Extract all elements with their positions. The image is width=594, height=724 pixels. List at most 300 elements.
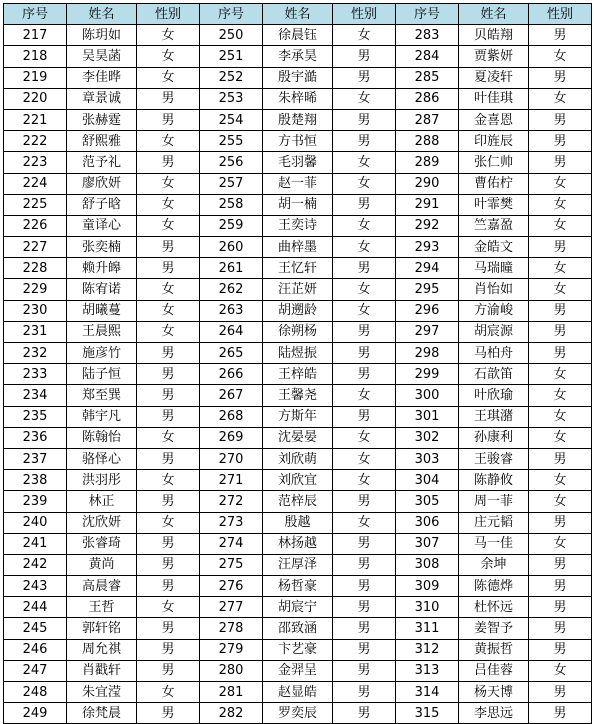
table-row (4, 639, 592, 660)
cell-name: 童译心 (67, 215, 137, 236)
cell-gender: 男 (529, 639, 592, 660)
cell-name: 陈德烨 (459, 576, 529, 597)
cell-name: 贝皓翔 (459, 25, 529, 46)
cell-number: 245 (4, 618, 67, 639)
cell-number: 221 (4, 109, 67, 130)
cell-number: 250 (200, 25, 263, 46)
table-row (4, 131, 592, 152)
cell-number: 238 (4, 470, 67, 491)
cell-name: 吕佳蓉 (459, 660, 529, 681)
cell-number: 279 (200, 639, 263, 660)
cell-gender: 女 (529, 279, 592, 300)
cell-number: 261 (200, 258, 263, 279)
cell-name: 郭轩铭 (67, 618, 137, 639)
cell-name: 李佳晔 (67, 67, 137, 88)
cell-gender: 女 (333, 512, 396, 533)
cell-gender: 男 (333, 639, 396, 660)
cell-name: 刘欣宜 (263, 470, 333, 491)
cell-gender: 女 (333, 215, 396, 236)
cell-gender: 男 (529, 703, 592, 724)
cell-number: 280 (200, 660, 263, 681)
cell-number: 237 (4, 448, 67, 469)
cell-number: 310 (396, 597, 459, 618)
cell-gender: 男 (529, 682, 592, 703)
header-row (4, 4, 592, 25)
cell-number: 263 (200, 300, 263, 321)
cell-gender: 男 (333, 491, 396, 512)
cell-name: 施彦竹 (67, 343, 137, 364)
cell-number: 247 (4, 660, 67, 681)
cell-gender: 男 (137, 385, 200, 406)
cell-name: 胡宸宁 (263, 597, 333, 618)
cell-number: 308 (396, 554, 459, 575)
cell-name: 胡宸源 (459, 321, 529, 342)
cell-gender: 女 (529, 470, 592, 491)
cell-number: 249 (4, 703, 67, 724)
cell-gender: 女 (529, 533, 592, 554)
cell-name: 方斯年 (263, 406, 333, 427)
cell-gender: 女 (333, 470, 396, 491)
cell-gender: 女 (333, 300, 396, 321)
header-name: 姓名 (67, 4, 137, 25)
cell-name: 吴昊菡 (67, 46, 137, 67)
cell-gender: 男 (137, 618, 200, 639)
cell-name: 王骏睿 (459, 448, 529, 469)
cell-gender: 男 (137, 448, 200, 469)
cell-number: 225 (4, 194, 67, 215)
cell-number: 293 (396, 237, 459, 258)
cell-gender: 男 (333, 660, 396, 681)
cell-gender: 女 (137, 682, 200, 703)
cell-name: 周允祺 (67, 639, 137, 660)
cell-number: 298 (396, 343, 459, 364)
cell-name: 胡一楠 (263, 194, 333, 215)
cell-number: 267 (200, 385, 263, 406)
cell-name: 余坤 (459, 554, 529, 575)
cell-number: 307 (396, 533, 459, 554)
cell-number: 262 (200, 279, 263, 300)
cell-number: 256 (200, 152, 263, 173)
cell-gender: 男 (529, 25, 592, 46)
table-row (4, 576, 592, 597)
cell-gender: 女 (137, 597, 200, 618)
cell-gender: 男 (333, 131, 396, 152)
cell-gender: 女 (333, 152, 396, 173)
cell-number: 291 (396, 194, 459, 215)
cell-number: 281 (200, 682, 263, 703)
cell-number: 240 (4, 512, 67, 533)
cell-number: 228 (4, 258, 67, 279)
cell-gender: 男 (137, 491, 200, 512)
table-row (4, 46, 592, 67)
cell-gender: 男 (333, 618, 396, 639)
cell-number: 234 (4, 385, 67, 406)
table-row (4, 448, 592, 469)
cell-gender: 女 (333, 385, 396, 406)
table-row (4, 194, 592, 215)
cell-gender: 男 (333, 406, 396, 427)
table-row (4, 300, 592, 321)
table-row (4, 173, 592, 194)
cell-name: 杜怀远 (459, 597, 529, 618)
cell-name: 夏凌轩 (459, 67, 529, 88)
header-name: 姓名 (263, 4, 333, 25)
cell-name: 徐晨钰 (263, 25, 333, 46)
cell-name: 殷楚翔 (263, 109, 333, 130)
cell-gender: 女 (529, 173, 592, 194)
cell-gender: 女 (333, 279, 396, 300)
cell-number: 274 (200, 533, 263, 554)
cell-number: 246 (4, 639, 67, 660)
cell-number: 282 (200, 703, 263, 724)
table-row (4, 533, 592, 554)
cell-gender: 女 (137, 215, 200, 236)
cell-gender: 男 (529, 512, 592, 533)
cell-name: 朱宜滢 (67, 682, 137, 703)
cell-number: 273 (200, 512, 263, 533)
table-row (4, 279, 592, 300)
table-row (4, 109, 592, 130)
cell-name: 金皓文 (459, 237, 529, 258)
cell-number: 224 (4, 173, 67, 194)
cell-gender: 男 (529, 109, 592, 130)
cell-number: 268 (200, 406, 263, 427)
cell-name: 马一佳 (459, 533, 529, 554)
cell-number: 218 (4, 46, 67, 67)
cell-name: 赖升皞 (67, 258, 137, 279)
cell-gender: 男 (137, 576, 200, 597)
cell-gender: 男 (333, 682, 396, 703)
cell-gender: 男 (529, 618, 592, 639)
cell-gender: 女 (333, 88, 396, 109)
cell-number: 223 (4, 152, 67, 173)
cell-name: 范梓辰 (263, 491, 333, 512)
cell-gender: 女 (137, 279, 200, 300)
cell-gender: 女 (137, 67, 200, 88)
cell-gender: 男 (333, 258, 396, 279)
cell-number: 302 (396, 427, 459, 448)
cell-number: 222 (4, 131, 67, 152)
cell-name: 竺嘉盈 (459, 215, 529, 236)
cell-name: 毛羽馨 (263, 152, 333, 173)
cell-number: 253 (200, 88, 263, 109)
cell-gender: 女 (137, 427, 200, 448)
cell-gender: 女 (529, 491, 592, 512)
cell-name: 邵致涵 (263, 618, 333, 639)
cell-number: 315 (396, 703, 459, 724)
cell-gender: 男 (333, 533, 396, 554)
cell-name: 王忆轩 (263, 258, 333, 279)
cell-name: 王奕诗 (263, 215, 333, 236)
cell-gender: 男 (137, 237, 200, 258)
cell-name: 王晨熙 (67, 321, 137, 342)
cell-number: 295 (396, 279, 459, 300)
cell-gender: 男 (529, 237, 592, 258)
cell-number: 260 (200, 237, 263, 258)
cell-name: 陈翰怡 (67, 427, 137, 448)
cell-gender: 女 (529, 258, 592, 279)
cell-number: 314 (396, 682, 459, 703)
cell-name: 郑至巽 (67, 385, 137, 406)
cell-gender: 男 (333, 597, 396, 618)
cell-name: 陈宥诺 (67, 279, 137, 300)
cell-name: 李承昊 (263, 46, 333, 67)
table-row (4, 385, 592, 406)
cell-gender: 女 (137, 173, 200, 194)
table-row (4, 237, 592, 258)
cell-name: 殷越 (263, 512, 333, 533)
cell-name: 印旌辰 (459, 131, 529, 152)
cell-gender: 女 (137, 321, 200, 342)
cell-gender: 男 (137, 554, 200, 575)
header-number: 序号 (4, 4, 67, 25)
student-roster-table (3, 3, 592, 724)
cell-gender: 男 (137, 639, 200, 660)
cell-gender: 男 (137, 533, 200, 554)
cell-number: 303 (396, 448, 459, 469)
cell-number: 276 (200, 576, 263, 597)
cell-name: 张睿琦 (67, 533, 137, 554)
cell-gender: 女 (529, 46, 592, 67)
cell-gender: 男 (137, 109, 200, 130)
cell-name: 杨天博 (459, 682, 529, 703)
cell-number: 243 (4, 576, 67, 597)
cell-number: 285 (396, 67, 459, 88)
table-row (4, 554, 592, 575)
cell-gender: 女 (529, 364, 592, 385)
cell-number: 239 (4, 491, 67, 512)
cell-gender: 男 (333, 576, 396, 597)
header-gender: 性别 (333, 4, 396, 25)
cell-gender: 男 (529, 343, 592, 364)
cell-number: 292 (396, 215, 459, 236)
cell-gender: 男 (137, 152, 200, 173)
cell-number: 244 (4, 597, 67, 618)
table-row (4, 258, 592, 279)
cell-name: 陈静攸 (459, 470, 529, 491)
cell-number: 283 (396, 25, 459, 46)
cell-number: 301 (396, 406, 459, 427)
cell-gender: 男 (137, 364, 200, 385)
cell-name: 曹佑柠 (459, 173, 529, 194)
cell-gender: 男 (333, 67, 396, 88)
cell-number: 217 (4, 25, 67, 46)
cell-name: 胡曦蔓 (67, 300, 137, 321)
cell-number: 288 (396, 131, 459, 152)
cell-name: 沈欣妍 (67, 512, 137, 533)
cell-gender: 女 (137, 300, 200, 321)
cell-number: 229 (4, 279, 67, 300)
cell-name: 陆煜振 (263, 343, 333, 364)
cell-number: 275 (200, 554, 263, 575)
cell-gender: 男 (137, 258, 200, 279)
cell-number: 270 (200, 448, 263, 469)
cell-name: 胡遡龄 (263, 300, 333, 321)
cell-number: 220 (4, 88, 67, 109)
cell-gender: 男 (333, 321, 396, 342)
cell-gender: 女 (333, 25, 396, 46)
cell-name: 韩宇凡 (67, 406, 137, 427)
header-number: 序号 (396, 4, 459, 25)
cell-name: 张仁帅 (459, 152, 529, 173)
cell-number: 286 (396, 88, 459, 109)
cell-gender: 男 (529, 321, 592, 342)
cell-gender: 男 (137, 406, 200, 427)
cell-name: 李思远 (459, 703, 529, 724)
cell-number: 227 (4, 237, 67, 258)
cell-gender: 男 (333, 554, 396, 575)
cell-gender: 女 (137, 131, 200, 152)
cell-gender: 男 (137, 703, 200, 724)
cell-name: 马柏舟 (459, 343, 529, 364)
cell-name: 刘欣萌 (263, 448, 333, 469)
cell-name: 赵显皓 (263, 682, 333, 703)
header-number: 序号 (200, 4, 263, 25)
cell-number: 300 (396, 385, 459, 406)
cell-gender: 男 (137, 343, 200, 364)
cell-number: 311 (396, 618, 459, 639)
table-row (4, 67, 592, 88)
cell-name: 姜智予 (459, 618, 529, 639)
cell-number: 242 (4, 554, 67, 575)
cell-number: 306 (396, 512, 459, 533)
cell-gender: 男 (137, 660, 200, 681)
cell-gender: 男 (529, 67, 592, 88)
table-row (4, 343, 592, 364)
cell-name: 章景诚 (67, 88, 137, 109)
cell-name: 叶霏樊 (459, 194, 529, 215)
cell-number: 251 (200, 46, 263, 67)
cell-gender: 男 (333, 703, 396, 724)
cell-name: 黄振哲 (459, 639, 529, 660)
cell-name: 王梓皓 (263, 364, 333, 385)
table-row (4, 618, 592, 639)
cell-name: 殷宇澔 (263, 67, 333, 88)
cell-gender: 男 (333, 343, 396, 364)
cell-name: 罗奕辰 (263, 703, 333, 724)
cell-number: 272 (200, 491, 263, 512)
cell-number: 241 (4, 533, 67, 554)
cell-number: 259 (200, 215, 263, 236)
table-row (4, 88, 592, 109)
cell-gender: 男 (333, 46, 396, 67)
cell-name: 马瑞曈 (459, 258, 529, 279)
table-row (4, 215, 592, 236)
table-row (4, 512, 592, 533)
cell-gender: 女 (333, 427, 396, 448)
cell-gender: 女 (137, 470, 200, 491)
cell-gender: 男 (333, 364, 396, 385)
cell-gender: 男 (529, 597, 592, 618)
cell-name: 骆怿心 (67, 448, 137, 469)
cell-gender: 女 (333, 448, 396, 469)
cell-number: 294 (396, 258, 459, 279)
cell-number: 309 (396, 576, 459, 597)
cell-gender: 女 (529, 385, 592, 406)
table-row (4, 427, 592, 448)
cell-gender: 女 (529, 406, 592, 427)
cell-number: 278 (200, 618, 263, 639)
cell-name: 肖戳轩 (67, 660, 137, 681)
cell-gender: 男 (333, 194, 396, 215)
table-row (4, 470, 592, 491)
cell-name: 肖怡如 (459, 279, 529, 300)
cell-gender: 男 (529, 152, 592, 173)
cell-name: 张赫霆 (67, 109, 137, 130)
cell-gender: 男 (529, 576, 592, 597)
cell-gender: 女 (333, 173, 396, 194)
cell-number: 255 (200, 131, 263, 152)
cell-gender: 男 (333, 109, 396, 130)
header-gender: 性别 (529, 4, 592, 25)
cell-number: 289 (396, 152, 459, 173)
cell-gender: 女 (529, 660, 592, 681)
cell-number: 219 (4, 67, 67, 88)
cell-number: 232 (4, 343, 67, 364)
cell-name: 朱梓晞 (263, 88, 333, 109)
cell-name: 张奕楠 (67, 237, 137, 258)
cell-name: 庄元韬 (459, 512, 529, 533)
cell-name: 王哲 (67, 597, 137, 618)
cell-name: 黄尚 (67, 554, 137, 575)
table-body (4, 25, 592, 724)
cell-name: 沈晏晏 (263, 427, 333, 448)
cell-gender: 女 (333, 237, 396, 258)
cell-name: 汪芷妍 (263, 279, 333, 300)
cell-number: 304 (396, 470, 459, 491)
cell-name: 叶佳琪 (459, 88, 529, 109)
cell-number: 297 (396, 321, 459, 342)
table-row (4, 406, 592, 427)
cell-gender: 男 (137, 88, 200, 109)
header-name: 姓名 (459, 4, 529, 25)
cell-name: 洪羽彤 (67, 470, 137, 491)
cell-number: 299 (396, 364, 459, 385)
cell-number: 313 (396, 660, 459, 681)
table-row (4, 660, 592, 681)
cell-name: 王馨尧 (263, 385, 333, 406)
cell-name: 石歆笛 (459, 364, 529, 385)
cell-name: 方渝峻 (459, 300, 529, 321)
cell-name: 舒子晗 (67, 194, 137, 215)
cell-name: 陈玥如 (67, 25, 137, 46)
cell-number: 264 (200, 321, 263, 342)
cell-number: 277 (200, 597, 263, 618)
cell-gender: 男 (529, 448, 592, 469)
cell-gender: 女 (529, 215, 592, 236)
cell-gender: 女 (529, 88, 592, 109)
cell-name: 方书恒 (263, 131, 333, 152)
cell-name: 金喜恩 (459, 109, 529, 130)
cell-gender: 女 (137, 46, 200, 67)
cell-number: 269 (200, 427, 263, 448)
table-row (4, 491, 592, 512)
cell-name: 高晨睿 (67, 576, 137, 597)
cell-name: 林扬越 (263, 533, 333, 554)
cell-name: 舒熙雅 (67, 131, 137, 152)
cell-gender: 女 (529, 194, 592, 215)
table-row (4, 682, 592, 703)
cell-gender: 男 (529, 300, 592, 321)
cell-number: 258 (200, 194, 263, 215)
table-row (4, 597, 592, 618)
cell-name: 曲梓墨 (263, 237, 333, 258)
cell-name: 廖欣妍 (67, 173, 137, 194)
cell-number: 257 (200, 173, 263, 194)
cell-number: 252 (200, 67, 263, 88)
cell-name: 林正 (67, 491, 137, 512)
cell-number: 290 (396, 173, 459, 194)
